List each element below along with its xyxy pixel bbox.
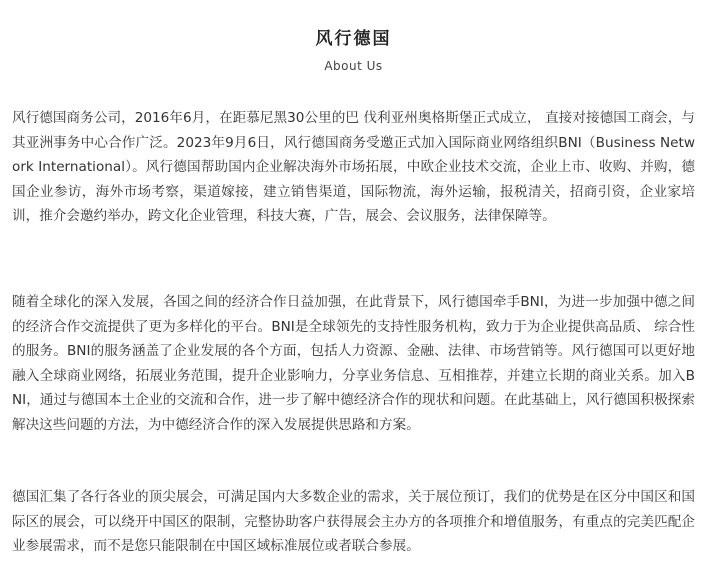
paragraph-company-intro: 风行德国商务公司，2016年6月，在距慕尼黑30公里的巴 伐利亚州奥格斯堡正式成立， 直接对接德国工商会，与其亚洲事务中心合作广泛。2023年9月6日，风行德国商务受邀正式加入国际商业网络组织BNI（Business Network International）。风行德国帮助国内企业解决海外市场拓展，中欧企业技术交流，企业上市、收购、并购，德国企业参访，海外市场考察，渠道嫁接，建立销售渠道，国际物流，海外运输，报税清关，招商引资，企业家培训，推介会邀约举办，跨文化企业管理，科技大赛，广告，展会、会议服务，法律保障等。 <box>12 110 695 224</box>
paragraph-bni-partnership: 随着全球化的深入发展，各国之间的经济合作日益加强，在此背景下，风行德国牵手BNI，为进一步加强中德之间的经济合作交流提供了更为多样化的平台。BNI是全球领先的支持性服务机构，致力于为企业提供高品质、 综合性的服务。BNI的服务涵盖了企业发展的各个方面，包括人力资源、金融、法律、市场营销等。风行德国可以更好地 融入全球商业网络，拓展业务范围，提升企业影响力，分享业务信息、互相推荐，并建立长期的商业关系。加入BNI，通过与德国本土企业的交流和合作，进一步了解中德经济合作的现状和问题。在此基础上，风行德国积极探索 解决这些问题的方法，为中德经济合作的深入发展提供思路和方案。 <box>12 294 695 433</box>
page-subtitle: About Us <box>324 59 383 73</box>
paragraph-exhibition-services: 德国汇集了各行各业的顶尖展会，可满足国内大多数企业的需求，关于展位预订，我们的优势是在区分中国区和国际区的展会，可以绕开中国区的限制，完整协助客户获得展会主办方的各项推介和增值服务，有重点的完美匹配企业参展需求，而不是您只能限制在中国区域标准展位或者联合参展。 <box>12 489 695 554</box>
page-title: 风行德国 <box>315 29 392 49</box>
